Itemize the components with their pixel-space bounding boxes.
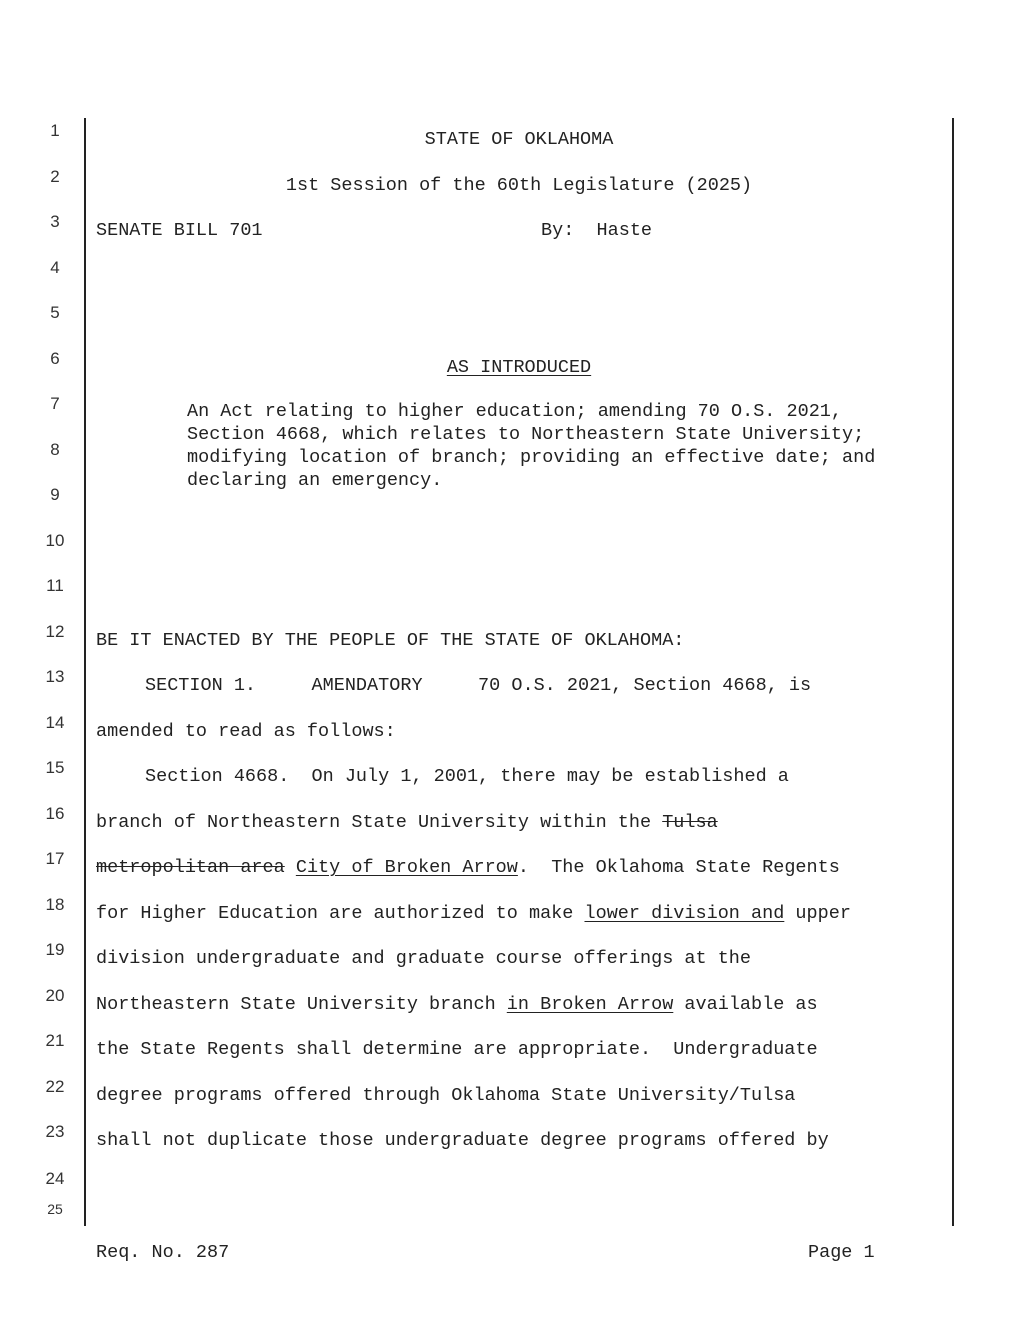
body-line	[96, 903, 851, 925]
line-number: 8	[50, 440, 60, 459]
status-text: AS INTRODUCED	[446, 357, 592, 378]
line-number: 16	[45, 804, 65, 823]
line-number: 19	[45, 940, 65, 959]
body-line	[96, 994, 818, 1016]
line-number: 21	[45, 1031, 65, 1050]
line-number: 14	[45, 713, 65, 732]
text-run: for Higher Education are authorized to make	[96, 903, 585, 924]
struck-text: Tulsa	[662, 812, 718, 833]
line-number: 12	[45, 622, 65, 641]
body-line: amended to read as follows:	[96, 721, 396, 742]
line-number: 9	[50, 485, 60, 504]
status-heading	[86, 357, 952, 379]
line-number: 18	[45, 895, 65, 914]
inserted-text: City of Broken Arrow	[295, 857, 518, 878]
inserted-text: in Broken Arrow	[506, 994, 674, 1015]
line-number: 15	[45, 758, 65, 777]
line-number: 5	[50, 303, 60, 322]
line-number: 22	[45, 1077, 65, 1096]
left-margin-rule	[84, 118, 86, 1226]
request-number: Req. No. 287	[96, 1242, 230, 1263]
line-number: 23	[45, 1122, 65, 1141]
line-number: 10	[45, 531, 65, 550]
text-run: branch of Northeastern State University within the	[96, 812, 663, 833]
line-number: 24	[45, 1169, 65, 1188]
body-line	[96, 857, 840, 879]
bill-author: By: Haste	[541, 220, 653, 241]
section-heading: SECTION 1. AMENDATORY 70 O.S. 2021, Section 4668, is	[145, 675, 812, 696]
text-run: Northeastern State University branch	[96, 994, 507, 1015]
line-number: 1	[50, 121, 60, 140]
state-heading: STATE OF OKLAHOMA	[424, 129, 614, 150]
right-margin-rule	[952, 118, 954, 1226]
line-number: 17	[45, 849, 65, 868]
line-number: 3	[50, 212, 60, 231]
body-line: shall not duplicate those undergraduate degree programs offered by	[96, 1130, 829, 1151]
act-title: An Act relating to higher education; amending 70 O.S. 2021, Section 4668, which relates to Northeastern State University; modifying location of branch; providing an effective date; and declaring an emergency.	[187, 401, 876, 491]
body-line: division undergraduate and graduate course offerings at the	[96, 948, 752, 969]
line-number: 4	[50, 258, 60, 277]
line-number: 11	[46, 576, 64, 595]
body-line: Section 4668. On July 1, 2001, there may be established a	[145, 766, 789, 787]
struck-text: metropolitan area	[96, 857, 285, 878]
bill-number: SENATE BILL 701	[96, 220, 263, 241]
text-run: upper	[784, 903, 851, 924]
line-number-cut: 25	[47, 1201, 63, 1217]
body-line: the State Regents shall determine are appropriate. Undergraduate	[96, 1039, 818, 1060]
line-number: 13	[45, 667, 65, 686]
text-run	[285, 857, 296, 878]
enacting-clause: BE IT ENACTED BY THE PEOPLE OF THE STATE OF OKLAHOMA:	[96, 630, 685, 651]
line-number: 6	[50, 349, 60, 368]
inserted-text: lower division and	[584, 903, 785, 924]
session-heading: 1st Session of the 60th Legislature (2025)	[285, 175, 753, 196]
body-line: degree programs offered through Oklahoma State University/Tulsa	[96, 1085, 796, 1106]
line-number: 20	[45, 986, 65, 1005]
page-number: Page 1	[808, 1242, 875, 1263]
body-line	[96, 812, 718, 834]
text-run: available as	[673, 994, 818, 1015]
line-number: 2	[50, 167, 60, 186]
line-number: 7	[50, 394, 60, 413]
text-run: . The Oklahoma State Regents	[517, 857, 840, 878]
